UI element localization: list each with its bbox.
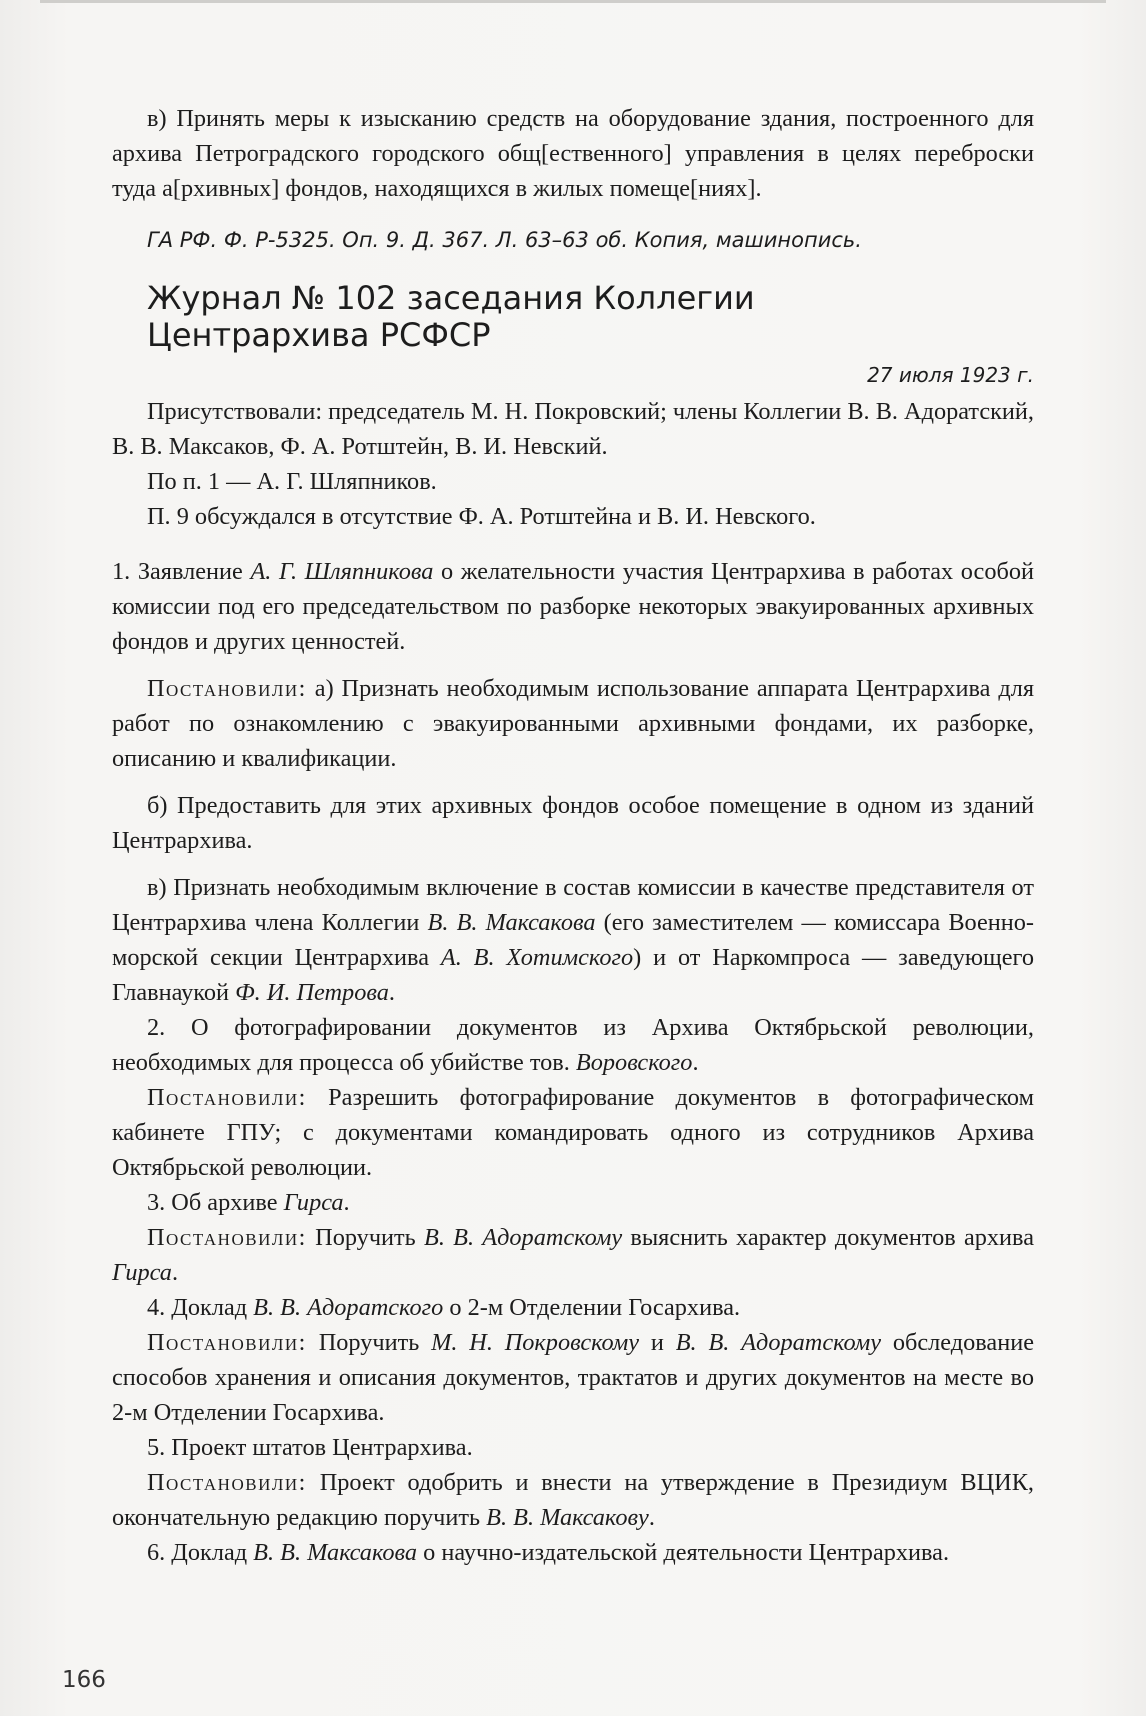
attendance-members: Присутствовали: председатель М. Н. Покровский; члены Коллегии В. В. Адоратский, В. В. Максаков, Ф. А. Ротштейн, В. И. Невский. xyxy=(112,398,1034,460)
scan-edge-line xyxy=(40,0,1106,3)
item1-text-end: о желательности участия Центрархива в работах особой комиссии под его председательством по разборке некоторых эвакуированных архивных фондов и других ценностей. xyxy=(112,558,1034,655)
item4-person: В. В. Адоратского xyxy=(253,1294,444,1321)
decision-3-text-3: . xyxy=(171,1259,179,1286)
decision-1c-text-4: . xyxy=(388,979,395,1006)
decision-1c-text-3: ) и от Наркомпроса — заведующего Главнаукой xyxy=(112,944,1034,1006)
title-line-1: Журнал № 102 заседания Коллегии xyxy=(147,279,755,317)
page-content xyxy=(112,101,1034,1570)
resolved-label: Постановили: xyxy=(147,1084,307,1111)
item3-person: Гирса xyxy=(283,1189,344,1216)
page-number: 166 xyxy=(62,1667,106,1693)
decision-4-text-2: и xyxy=(639,1329,676,1356)
decision-2 xyxy=(112,1080,1034,1185)
resolved-label: Постановили: xyxy=(147,675,307,702)
decision-3-text-2: выяснить характер документов архива xyxy=(622,1224,1034,1251)
resolved-label: Постановили: xyxy=(147,1224,307,1251)
decision-1c-person-3: Ф. И. Петрова xyxy=(235,979,389,1006)
decision-1a xyxy=(112,671,1034,776)
decision-3-text: Поручить xyxy=(306,1224,424,1251)
item3-text: 3. Об архиве xyxy=(147,1189,284,1216)
decision-4 xyxy=(112,1325,1034,1430)
decision-1c-person-1: В. В. Максакова xyxy=(427,909,596,936)
item1-text: 1. Заявление xyxy=(112,558,251,585)
decision-3-person: В. В. Адоратскому xyxy=(423,1224,623,1251)
agenda-item-1 xyxy=(112,554,1034,659)
document-title xyxy=(147,280,1034,354)
decision-1c-text: в) Признать необходимым включение в состав комиссии в качестве представителя от Центрархива члена Коллегии xyxy=(112,874,1034,936)
item6-text: 6. Доклад xyxy=(147,1539,254,1566)
archival-source-note: ГА РФ. Ф. Р-5325. Оп. 9. Д. 367. Л. 63–63 об. Копия, машинопись. xyxy=(147,228,862,252)
document-date: 27 июля 1923 г. xyxy=(867,363,1034,387)
agenda-item-6 xyxy=(112,1535,1034,1570)
decision-1c-person-2: А. В. Хотимского xyxy=(440,944,634,971)
decision-4-text-3: обследование способов хранения и описания документов, трактатов и других документов на месте во 2-м Отделении Госархива. xyxy=(112,1329,1035,1426)
decision-5 xyxy=(112,1465,1034,1535)
attendance-item9: П. 9 обсуждался в отсутствие Ф. А. Ротштейна и В. И. Невского. xyxy=(147,503,816,530)
decision-4-text: Поручить xyxy=(306,1329,432,1356)
title-line-2: Центрархива РСФСР xyxy=(147,316,491,354)
decision-1b: б) Предоставить для этих архивных фондов особое помещение в одном из зданий Центрархива. xyxy=(112,792,1034,854)
item2-text-end: . xyxy=(692,1049,699,1076)
resolved-label: Постановили: xyxy=(147,1469,307,1496)
resolved-label: Постановили: xyxy=(147,1329,307,1356)
decision-1c-text-2: (его заместителем — комиссара Военно-морской секции Центрархива xyxy=(112,909,1034,971)
agenda-item-4 xyxy=(112,1290,1034,1325)
item3-text-end: . xyxy=(343,1189,350,1216)
item6-text-end: о научно-издательской деятельности Центрархива. xyxy=(417,1539,950,1566)
agenda-item-2 xyxy=(112,1010,1034,1080)
intro-paragraph: в) Принять меры к изысканию средств на оборудование здания, построенного для архива Петроградского городского общ[ественного] управления в целях переброски туда а[рхивных] фондов, находящихся в жилых помеще[ниях]. xyxy=(112,105,1034,202)
decision-5-text-2: . xyxy=(648,1504,655,1531)
decision-1c xyxy=(112,870,1034,1010)
item6-person: В. В. Максакова xyxy=(253,1539,418,1566)
decision-3 xyxy=(112,1220,1034,1290)
decision-5-person: В. В. Максакову xyxy=(486,1504,649,1531)
decision-3-archive: Гирса xyxy=(112,1259,172,1286)
agenda-item-3 xyxy=(112,1185,1034,1220)
item4-text-end: о 2-м Отделении Госархива. xyxy=(443,1294,741,1321)
agenda-item-5: 5. Проект штатов Центрархива. xyxy=(147,1434,473,1461)
attendance-item1: По п. 1 — А. Г. Шляпников. xyxy=(147,468,437,495)
item2-person: Воровского xyxy=(575,1049,693,1076)
item2-text: 2. О фотографировании документов из Архива Октябрьской революции, необходимых для процесса об убийстве тов. xyxy=(112,1014,1034,1076)
decision-4-person-1: М. Н. Покровскому xyxy=(431,1329,640,1356)
decision-5-text: Проект одобрить и внести на утверждение в Президиум ВЦИК, окончательную редакцию поручить xyxy=(112,1469,1034,1531)
item4-text: 4. Доклад xyxy=(147,1294,254,1321)
item1-person: А. Г. Шляпникова xyxy=(250,558,434,585)
decision-2-text: Разрешить фотографирование документов в фотографическом кабинете ГПУ; с документами командировать одного из сотрудников Архива Октябрьской революции. xyxy=(112,1084,1034,1181)
decision-1a-text: а) Признать необходимым использование аппарата Центрархива для работ по ознакомлению с эвакуированными архивными фондами, их разборке, описанию и квалификации. xyxy=(112,675,1034,772)
decision-4-person-2: В. В. Адоратскому xyxy=(675,1329,882,1356)
